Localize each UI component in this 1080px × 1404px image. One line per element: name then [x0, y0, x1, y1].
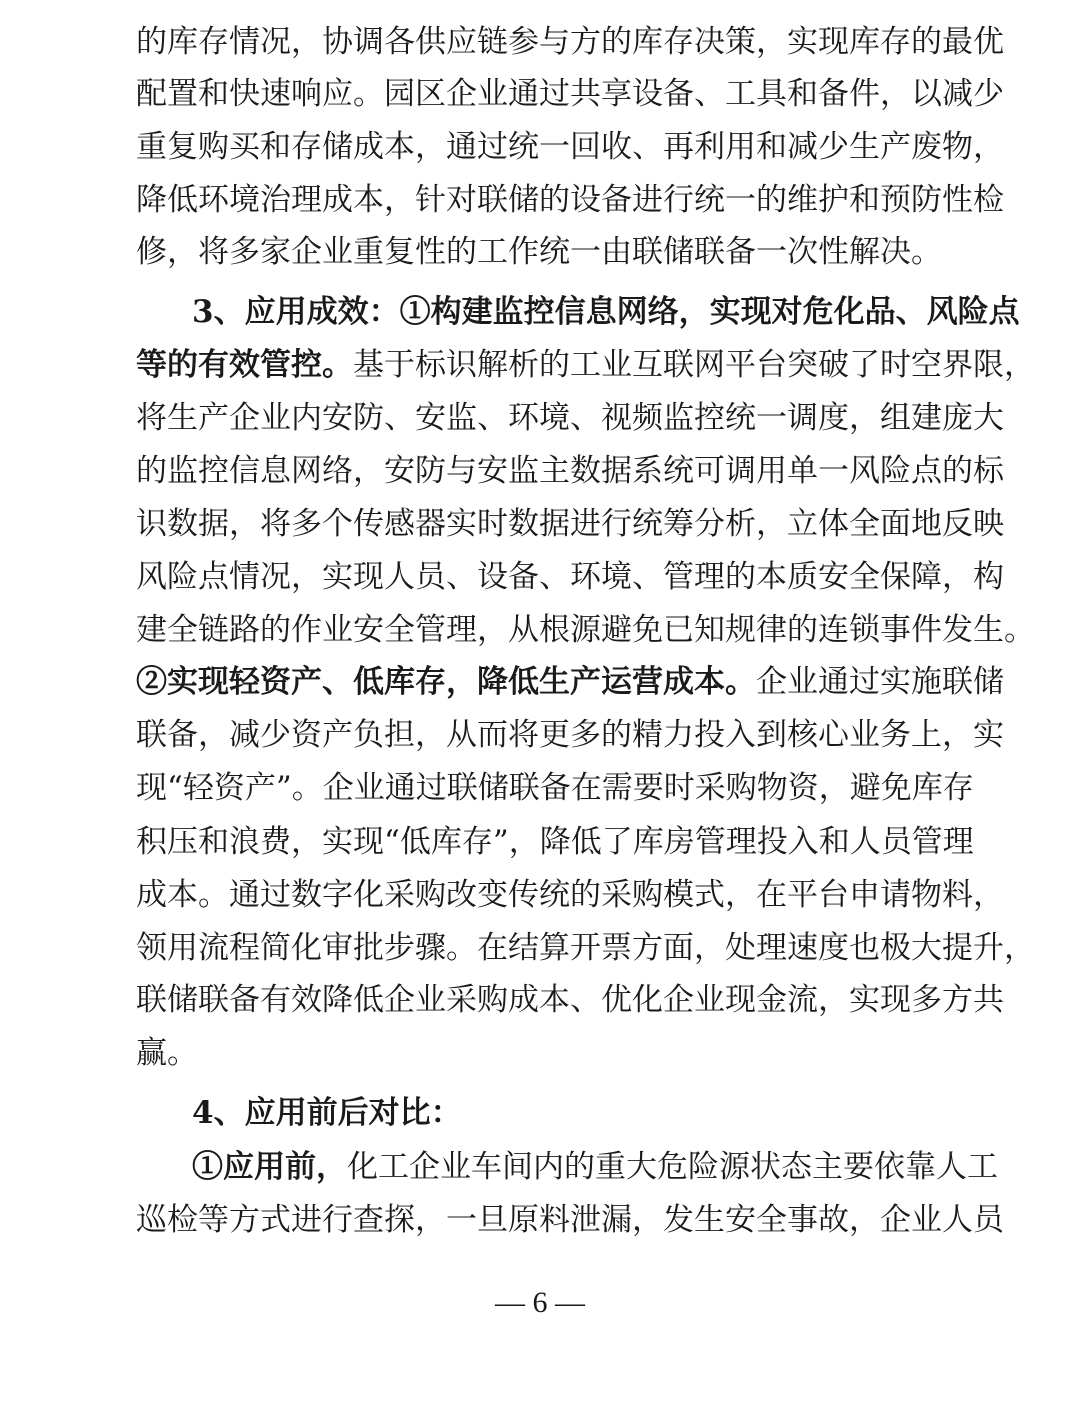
text-segment: 领用流程简化审批步骤。在结算开票方面，处理速度也极大提升，	[136, 930, 1035, 966]
text-line	[136, 74, 1004, 114]
text-line	[136, 232, 946, 272]
bold-text-segment: ①应用前，	[192, 1149, 347, 1185]
text-line	[192, 1093, 946, 1133]
text-segment: 将生产企业内安防、安监、环境、视频监控统一调度，组建庞大	[136, 400, 1004, 436]
text-line	[136, 1200, 1004, 1240]
text-line	[136, 557, 1004, 597]
text-segment: 重复购买和存储成本，通过统一回收、再利用和减少生产废物，	[136, 129, 1004, 165]
page-number: — 6 —	[495, 1286, 585, 1319]
text-line	[192, 1147, 998, 1187]
text-line	[136, 980, 1004, 1020]
text-segment: 基于标识解析的工业互联网平台突破了时空界限，	[353, 347, 1035, 383]
bold-text-segment: 3、应用成效：①构建监控信息网络，实现对危化品、风险点	[192, 294, 1020, 330]
text-segment: 的监控信息网络，安防与安监主数据系统可调用单一风险点的标	[136, 453, 1004, 489]
text-line	[136, 451, 1004, 491]
text-segment: 成本。通过数字化采购改变传统的采购模式，在平台申请物料，	[136, 877, 1004, 913]
text-line	[136, 22, 1004, 62]
bold-text-segment: 等的有效管控。	[136, 347, 353, 383]
text-segment: 化工企业车间内的重大危险源状态主要依靠人工	[347, 1149, 998, 1185]
text-line	[136, 504, 1004, 544]
text-line	[136, 822, 974, 862]
text-line	[136, 180, 1004, 220]
text-line	[136, 345, 1035, 385]
bold-text-segment: ②实现轻资产、低库存，降低生产运营成本。	[136, 664, 756, 700]
text-segment: 风险点情况，实现人员、设备、环境、管理的本质安全保障，构	[136, 559, 1004, 595]
text-segment: 联备，减少资产负担，从而将更多的精力投入到核心业务上，实	[136, 717, 1004, 753]
text-line	[136, 715, 1004, 755]
text-segment: 配置和快速响应。园区企业通过共享设备、工具和备件，以减少	[136, 76, 1004, 112]
text-line	[136, 610, 1035, 650]
text-line	[136, 928, 1035, 968]
text-segment: 的库存情况，协调各供应链参与方的库存决策，实现库存的最优	[136, 24, 1004, 60]
text-segment: 修，将多家企业重复性的工作统一由联储联备一次性解决。	[136, 234, 942, 270]
text-line	[136, 768, 974, 808]
text-segment: 识数据，将多个传感器实时数据进行统筹分析，立体全面地反映	[136, 506, 1004, 542]
text-segment: 赢。	[136, 1035, 198, 1071]
text-line	[136, 398, 1004, 438]
bold-text-segment: 4、应用前后对比：	[192, 1095, 462, 1131]
text-segment: 建全链路的作业安全管理，从根源避免已知规律的连锁事件发生。	[136, 612, 1035, 648]
text-line	[192, 292, 1020, 332]
text-segment: 联储联备有效降低企业采购成本、优化企业现金流，实现多方共	[136, 982, 1004, 1018]
text-segment: 现“轻资产”。企业通过联储联备在需要时采购物资，避免库存	[136, 770, 974, 806]
text-segment: 积压和浪费，实现“低库存”，降低了库房管理投入和人员管理	[136, 824, 974, 860]
text-line	[136, 127, 1004, 167]
text-segment: 降低环境治理成本，针对联储的设备进行统一的维护和预防性检	[136, 182, 1004, 218]
text-segment: 巡检等方式进行查探，一旦原料泄漏，发生安全事故，企业人员	[136, 1202, 1004, 1238]
text-segment: 企业通过实施联储	[756, 664, 1004, 700]
text-line	[136, 875, 1004, 915]
text-line	[136, 1033, 946, 1073]
text-line	[136, 662, 1004, 702]
